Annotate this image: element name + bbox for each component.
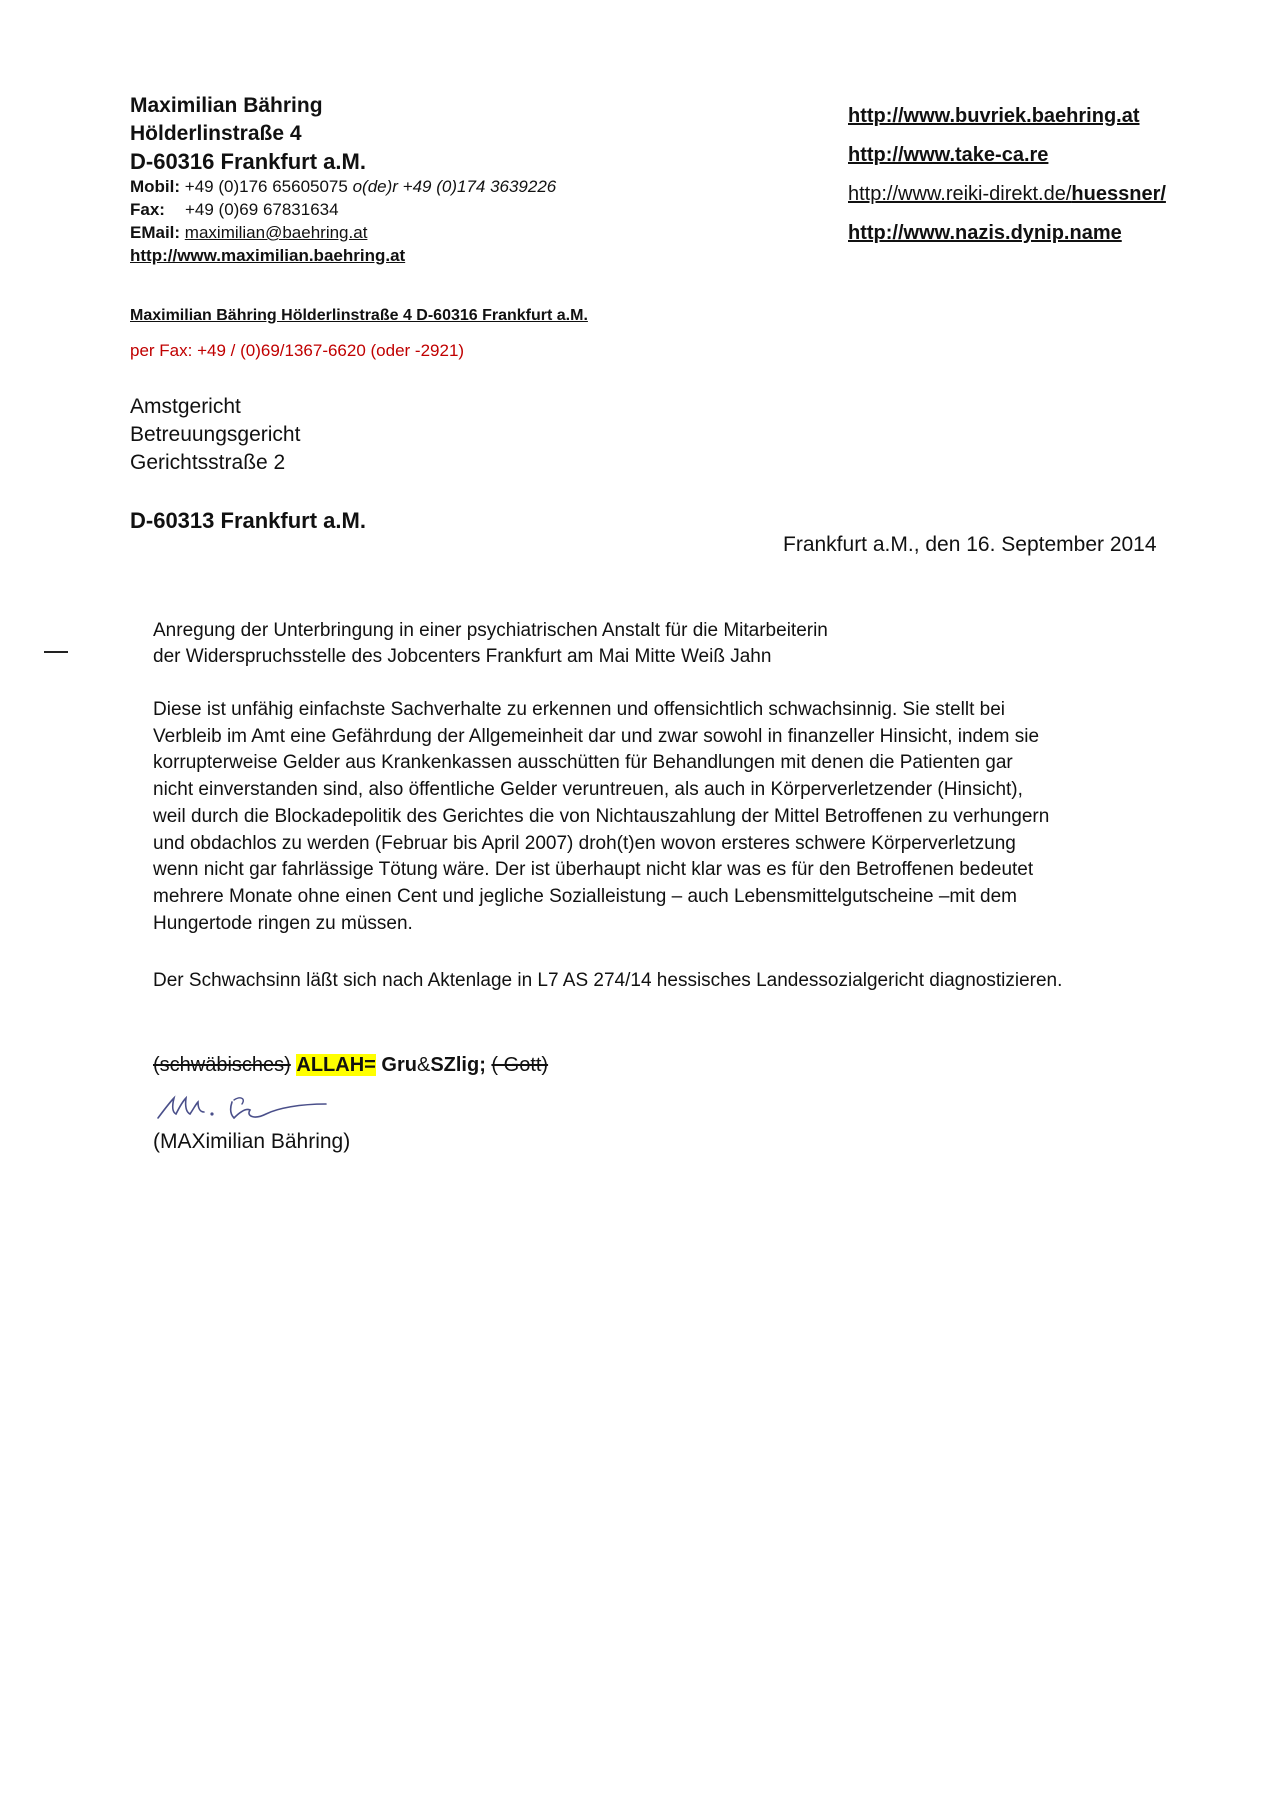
- sender-website-link[interactable]: http://www.maximilian.baehring.at: [130, 246, 406, 265]
- reiki-link-prefix: http://www.reiki-direkt.de/: [848, 183, 1072, 205]
- greeting-struck-suffix: ( Gott): [491, 1054, 549, 1076]
- handwritten-signature: [150, 1088, 340, 1133]
- date-line: Frankfurt a.M., den 16. September 2014: [783, 533, 1157, 556]
- mobile-value: +49 (0)176 65605075: [184, 177, 348, 196]
- subject-line-2: der Widerspruchsstelle des Jobcenters Frankfurt am Mai Mitte Weiß Jahn: [153, 646, 772, 667]
- greeting-main-b: &: [416, 1054, 431, 1076]
- body-line: korrupterweise Gelder aus Krankenkassen ausschütten für Behandlungen mit denen die Patienten gar: [153, 752, 1013, 774]
- body-line: mehrere Monate ohne einen Cent und jegliche Sozialleistung – auch Lebensmittelgutscheine –mit dem: [153, 885, 1017, 907]
- recipient-line-1: Amstgericht: [130, 395, 241, 418]
- website-link-take-care[interactable]: http://www.take-ca.re: [848, 144, 1049, 166]
- website-link-nazis[interactable]: http://www.nazis.dynip.name: [848, 222, 1122, 244]
- closing-paragraph: Der Schwachsinn läßt sich nach Aktenlage in L7 AS 274/14 hessisches Landessozialgericht diagnostizieren.: [153, 970, 1063, 991]
- fax-value: +49 (0)69 67831634: [184, 200, 339, 219]
- email-label: EMail:: [130, 223, 181, 242]
- greeting-struck-prefix: (schwäbisches): [153, 1054, 291, 1076]
- sender-fax: [130, 199, 339, 221]
- body-line: wenn nicht gar fahrlässige Tötung wäre. Der ist überhaupt nicht klar was es für den Betroffenen bedeutet: [153, 859, 1034, 881]
- body-line: weil durch die Blockadepolitik des Gerichtes die von Nichtauszahlung der Mittel Betroffenen zu verhungern: [153, 805, 1050, 827]
- recipient-line-3: Gerichtsstraße 2: [130, 451, 286, 474]
- greeting-main-c: SZlig;: [430, 1054, 486, 1076]
- body-line: nicht einverstanden sind, also öffentliche Gelder veruntreuen, als auch in Körperverletzender (Hinsicht),: [153, 779, 1023, 801]
- greeting-highlighted: ALLAH=: [296, 1054, 376, 1076]
- greeting-main-a: Gru: [381, 1054, 417, 1076]
- signer-name: (MAXimilian Bähring): [153, 1130, 351, 1153]
- sender-mobile: [130, 176, 556, 198]
- sender-street: Hölderlinstraße 4: [130, 122, 302, 145]
- mobile-label: Mobil:: [130, 177, 181, 196]
- recipient-city: D-60313 Frankfurt a.M.: [130, 508, 366, 533]
- body-line: Hungertode ringen zu müssen.: [153, 912, 413, 934]
- reiki-link-suffix: huessner/: [1071, 183, 1166, 205]
- body-line: Verbleib im Amt eine Gefährdung der Allgemeinheit dar und zwar sowohl in finanzeller Hinsicht, indem sie: [153, 725, 1040, 747]
- body-line: Diese ist unfähig einfachste Sachverhalte zu erkennen und offensichtlich schwachsinnig. Sie stellt bei: [153, 699, 1005, 720]
- website-link-reiki[interactable]: [848, 181, 1166, 207]
- fold-mark: [44, 651, 68, 653]
- sender-city: D-60316 Frankfurt a.M.: [130, 149, 366, 174]
- body-line: und obdachlos zu werden (Februar bis April 2007) droh(t)en wovon ersteres schwere Körperverletzung: [153, 832, 1016, 854]
- fax-label: Fax:: [130, 200, 165, 219]
- body-paragraph: [153, 697, 1213, 937]
- website-link-buvriek[interactable]: http://www.buvriek.baehring.at: [848, 105, 1140, 127]
- greeting: [153, 1054, 548, 1077]
- sender-email: [130, 222, 367, 244]
- recipient-line-2: Betreuungsgericht: [130, 423, 301, 446]
- mobile-alt-value: o(de)r +49 (0)174 3639226: [352, 177, 557, 196]
- return-address: Maximilian Bähring Hölderlinstraße 4 D-60316 Frankfurt a.M.: [130, 307, 588, 324]
- sender-name: Maximilian Bähring: [130, 94, 323, 117]
- email-link[interactable]: maximilian@baehring.at: [184, 223, 368, 242]
- fax-note: per Fax: +49 / (0)69/1367-6620 (oder -2921): [130, 341, 465, 360]
- subject-line-1: Anregung der Unterbringung in einer psychiatrischen Anstalt für die Mitarbeiterin: [153, 620, 828, 641]
